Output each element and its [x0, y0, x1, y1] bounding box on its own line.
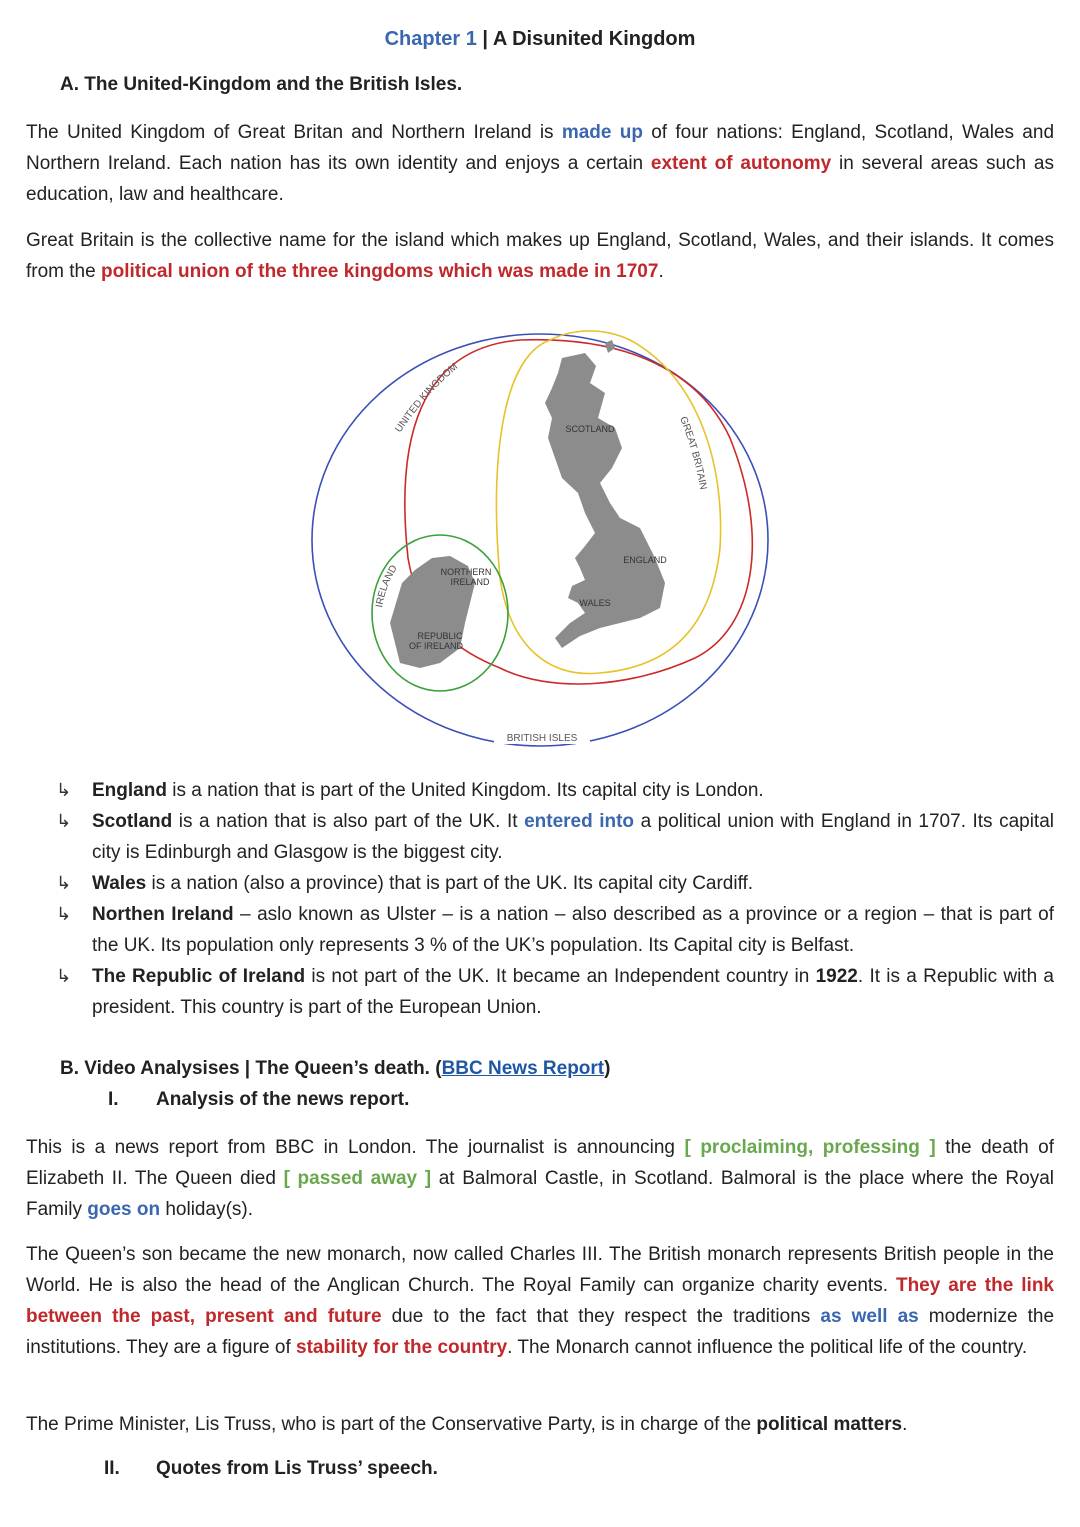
- highlight-red: They are the link between the past, present and future: [26, 1275, 1054, 1327]
- list-item: [56, 899, 1054, 961]
- text: a political union with England in 1707. Its capital city is Edinburgh and Glasgow is the biggest city.: [92, 811, 1054, 863]
- label-united-kingdom: UNITED KINGDOM: [393, 361, 461, 435]
- text: B. Video Analysises | The Queen’s death. (: [60, 1058, 442, 1079]
- subheading-2: Quotes from Lis Truss’ speech.: [156, 1458, 438, 1479]
- section-a-heading: A. The United-Kingdom and the British Isles.: [60, 74, 463, 95]
- text: of four nations: England, Scotland, Wales and Northern Ireland. Each nation has its own identity and enjoys a certain: [26, 122, 1055, 174]
- synonyms-green: [ passed away ]: [283, 1168, 432, 1189]
- text: The United Kingdom of Great Britan and Northern Ireland is: [26, 122, 562, 143]
- nation-name: England: [92, 780, 167, 801]
- label-northern-ireland-line-2: IRELAND: [450, 577, 490, 587]
- nation-name: Scotland: [92, 811, 173, 832]
- label-republic-line-2: OF IRELAND: [408, 641, 464, 651]
- nation-name: The Republic of Ireland: [92, 966, 306, 987]
- text: .: [658, 261, 664, 282]
- section-b-heading: [60, 1058, 610, 1080]
- text: holiday(s).: [160, 1199, 253, 1220]
- subheading-1-number: I.: [108, 1089, 119, 1110]
- text: The Prime Minister, Lis Truss, who is part of the Conservative Party, is in charge of the: [26, 1414, 757, 1435]
- label-northern-ireland-line-1: NORTHERN: [440, 567, 492, 577]
- text: is a nation that is part of the United Kingdom. Its capital city is London.: [166, 780, 764, 801]
- chapter-number: Chapter 1: [384, 28, 477, 50]
- text: The Queen’s son became the new monarch, now called Charles III. The British monarch represents British people in the World. He is also the head of the Anglican Church. The Royal Family can organize charity events.: [26, 1244, 1054, 1296]
- text: at Balmoral Castle, in Scotland. Balmoral is the place where the Royal Family: [26, 1168, 1054, 1220]
- highlight-blue: as well as: [820, 1306, 919, 1327]
- section-b-paragraph-1: [26, 1132, 1054, 1225]
- arrow-icon: ↳: [56, 811, 72, 831]
- arrow-icon: ↳: [56, 780, 72, 800]
- section-b-paragraph-2: [26, 1239, 1054, 1363]
- bbc-news-report-link[interactable]: BBC News Report: [441, 1058, 605, 1079]
- highlight-blue: made up: [561, 122, 643, 143]
- label-ireland: IRELAND: [374, 563, 400, 609]
- text: . The Monarch cannot influence the political life of the country.: [507, 1337, 1028, 1358]
- text: Great Britain is the collective name for the island which makes up England, Scotland, Wales, and their islands. It comes from the: [26, 230, 1054, 282]
- nation-name: Wales: [92, 873, 147, 894]
- list-item: [56, 775, 1054, 806]
- bold-text: political matters: [756, 1414, 903, 1435]
- text: modernize the institutions. They are a figure of: [26, 1306, 1055, 1358]
- text: .: [902, 1414, 908, 1435]
- nations-list: [56, 775, 1054, 1023]
- arrow-icon: ↳: [56, 904, 72, 924]
- label-wales: WALES: [579, 598, 611, 608]
- text: is a nation (also a province) that is part of the UK. Its capital city Cardiff.: [146, 873, 754, 894]
- subheading-2-number: II.: [104, 1458, 120, 1479]
- arrow-icon: ↳: [56, 966, 72, 986]
- year-bold: 1922: [815, 966, 858, 987]
- highlight-red: stability for the country: [296, 1337, 508, 1358]
- list-item: [56, 806, 1054, 868]
- british-isles-map: [300, 318, 780, 758]
- text: due to the fact that they respect the traditions: [381, 1306, 821, 1327]
- arrow-icon: ↳: [56, 873, 72, 893]
- subheading-1: Analysis of the news report.: [156, 1089, 410, 1110]
- chapter-name: A Disunited Kingdom: [492, 28, 696, 50]
- section-a-paragraph-2: [26, 225, 1054, 287]
- text: ): [604, 1058, 611, 1079]
- title-separator: |: [482, 28, 488, 50]
- text: . It is a Republic with a president. This country is part of the European Union.: [92, 966, 1054, 1018]
- label-england: ENGLAND: [623, 555, 667, 565]
- island-land: [605, 340, 615, 353]
- highlight-blue: entered into: [524, 811, 635, 832]
- text: in several areas such as education, law and healthcare.: [26, 153, 1054, 205]
- nation-name: Northen Ireland: [92, 904, 234, 925]
- label-republic-line-1: REPUBLIC: [417, 631, 463, 641]
- text: – aslo known as Ulster – is a nation – also described as a province or a region – that is part of the UK. Its population only represents 3 % of the UK’s population. Its Capital city is Belfast.: [92, 904, 1054, 956]
- text: This is a news report from BBC in London. The journalist is announcing: [26, 1137, 685, 1158]
- text: is not part of the UK. It became an Independent country in: [305, 966, 816, 987]
- label-great-britain: GREAT BRITAIN: [677, 415, 709, 491]
- label-scotland: SCOTLAND: [565, 424, 615, 434]
- british-isles-boundary: [312, 334, 768, 746]
- highlight-red: extent of autonomy: [650, 153, 832, 174]
- label-british-isles: BRITISH ISLES: [506, 733, 578, 744]
- section-a-paragraph-1: [26, 117, 1054, 210]
- synonyms-green: [ proclaiming, professing ]: [684, 1137, 936, 1158]
- text: the death of Elizabeth II. The Queen died: [26, 1137, 1054, 1189]
- section-b-paragraph-3: [26, 1409, 1054, 1440]
- list-item: [56, 868, 1054, 899]
- text: is a nation that is also part of the UK. It: [172, 811, 525, 832]
- chapter-title: [0, 28, 1080, 51]
- highlight-red: political union of the three kingdoms which was made in 1707: [100, 261, 659, 282]
- highlight-blue: goes on: [87, 1199, 161, 1220]
- list-item: [56, 961, 1054, 1023]
